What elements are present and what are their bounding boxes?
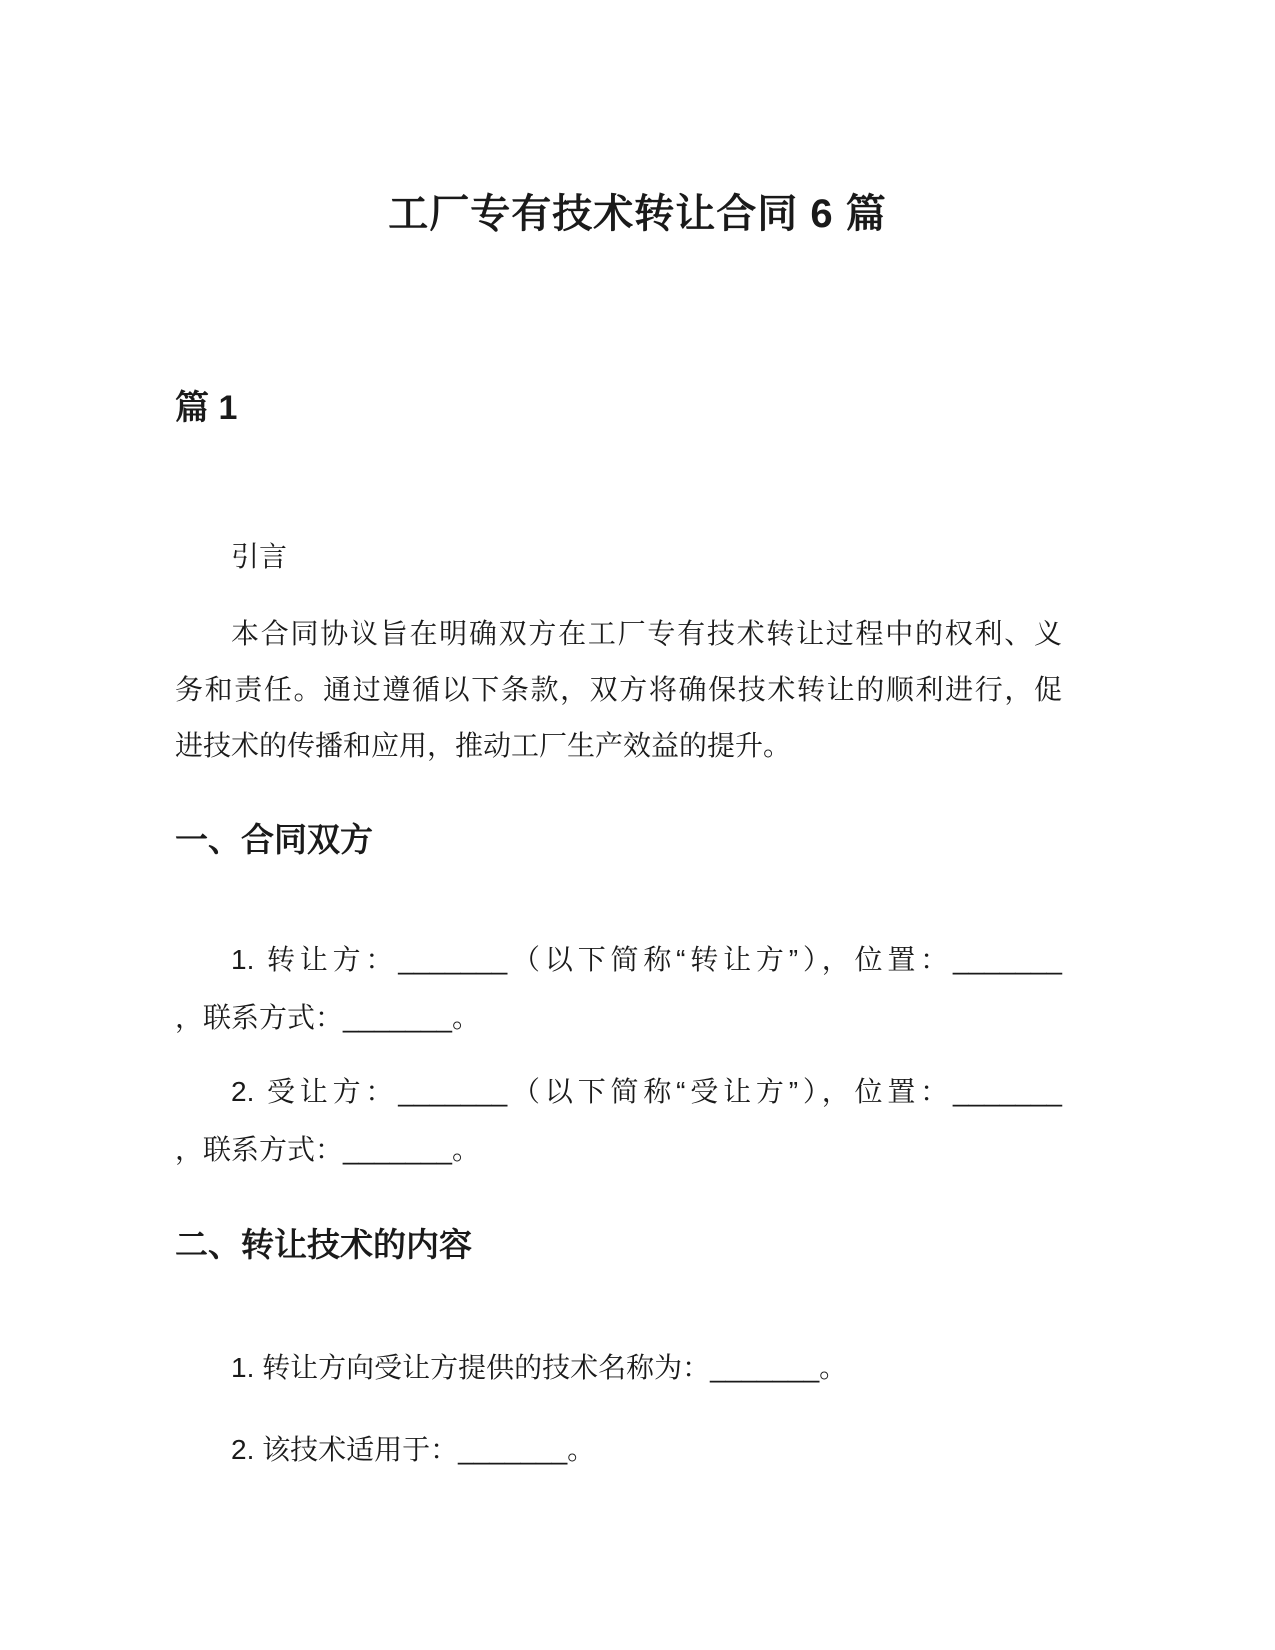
section-2-heading: 二、转让技术的内容: [175, 1226, 472, 1263]
intro-label: 引言: [231, 541, 288, 572]
list-item-line: 1. 转让方向受让方提供的技术名称为：_______。: [231, 1352, 848, 1383]
list-item-line: ，联系方式：_______。: [175, 1134, 481, 1165]
list-item-line: ，联系方式：_______。: [175, 1002, 481, 1033]
intro-paragraph-line: 本合同协议旨在明确双方在工厂专有技术转让过程中的权利、义: [231, 618, 1062, 649]
intro-paragraph-line: 进技术的传播和应用，推动工厂生产效益的提升。: [175, 730, 792, 761]
part-1-heading: 篇 1: [175, 389, 238, 427]
document-title: 工厂专有技术转让合同 6 篇: [388, 192, 887, 236]
list-item-line: 2. 受让方：_______（以下简称“受让方”），位置：_______: [231, 1076, 1062, 1107]
document-body: [0, 387, 1275, 1479]
list-item-line: 1. 转让方：_______（以下简称“转让方”），位置：_______: [231, 944, 1062, 975]
list-item-transferor: [175, 931, 1062, 1047]
list-item-transferee: [175, 1063, 1062, 1179]
list-item-tech-name: [175, 1339, 1062, 1397]
list-item-tech-scope: [175, 1421, 1062, 1479]
intro-paragraph-line: 务和责任。通过遵循以下条款，双方将确保技术转让的顺利进行，促: [175, 674, 1062, 705]
section-1-heading: 一、合同双方: [175, 821, 373, 858]
intro-paragraph: [175, 606, 1062, 774]
list-item-line: 2. 该技术适用于：_______。: [231, 1434, 596, 1465]
